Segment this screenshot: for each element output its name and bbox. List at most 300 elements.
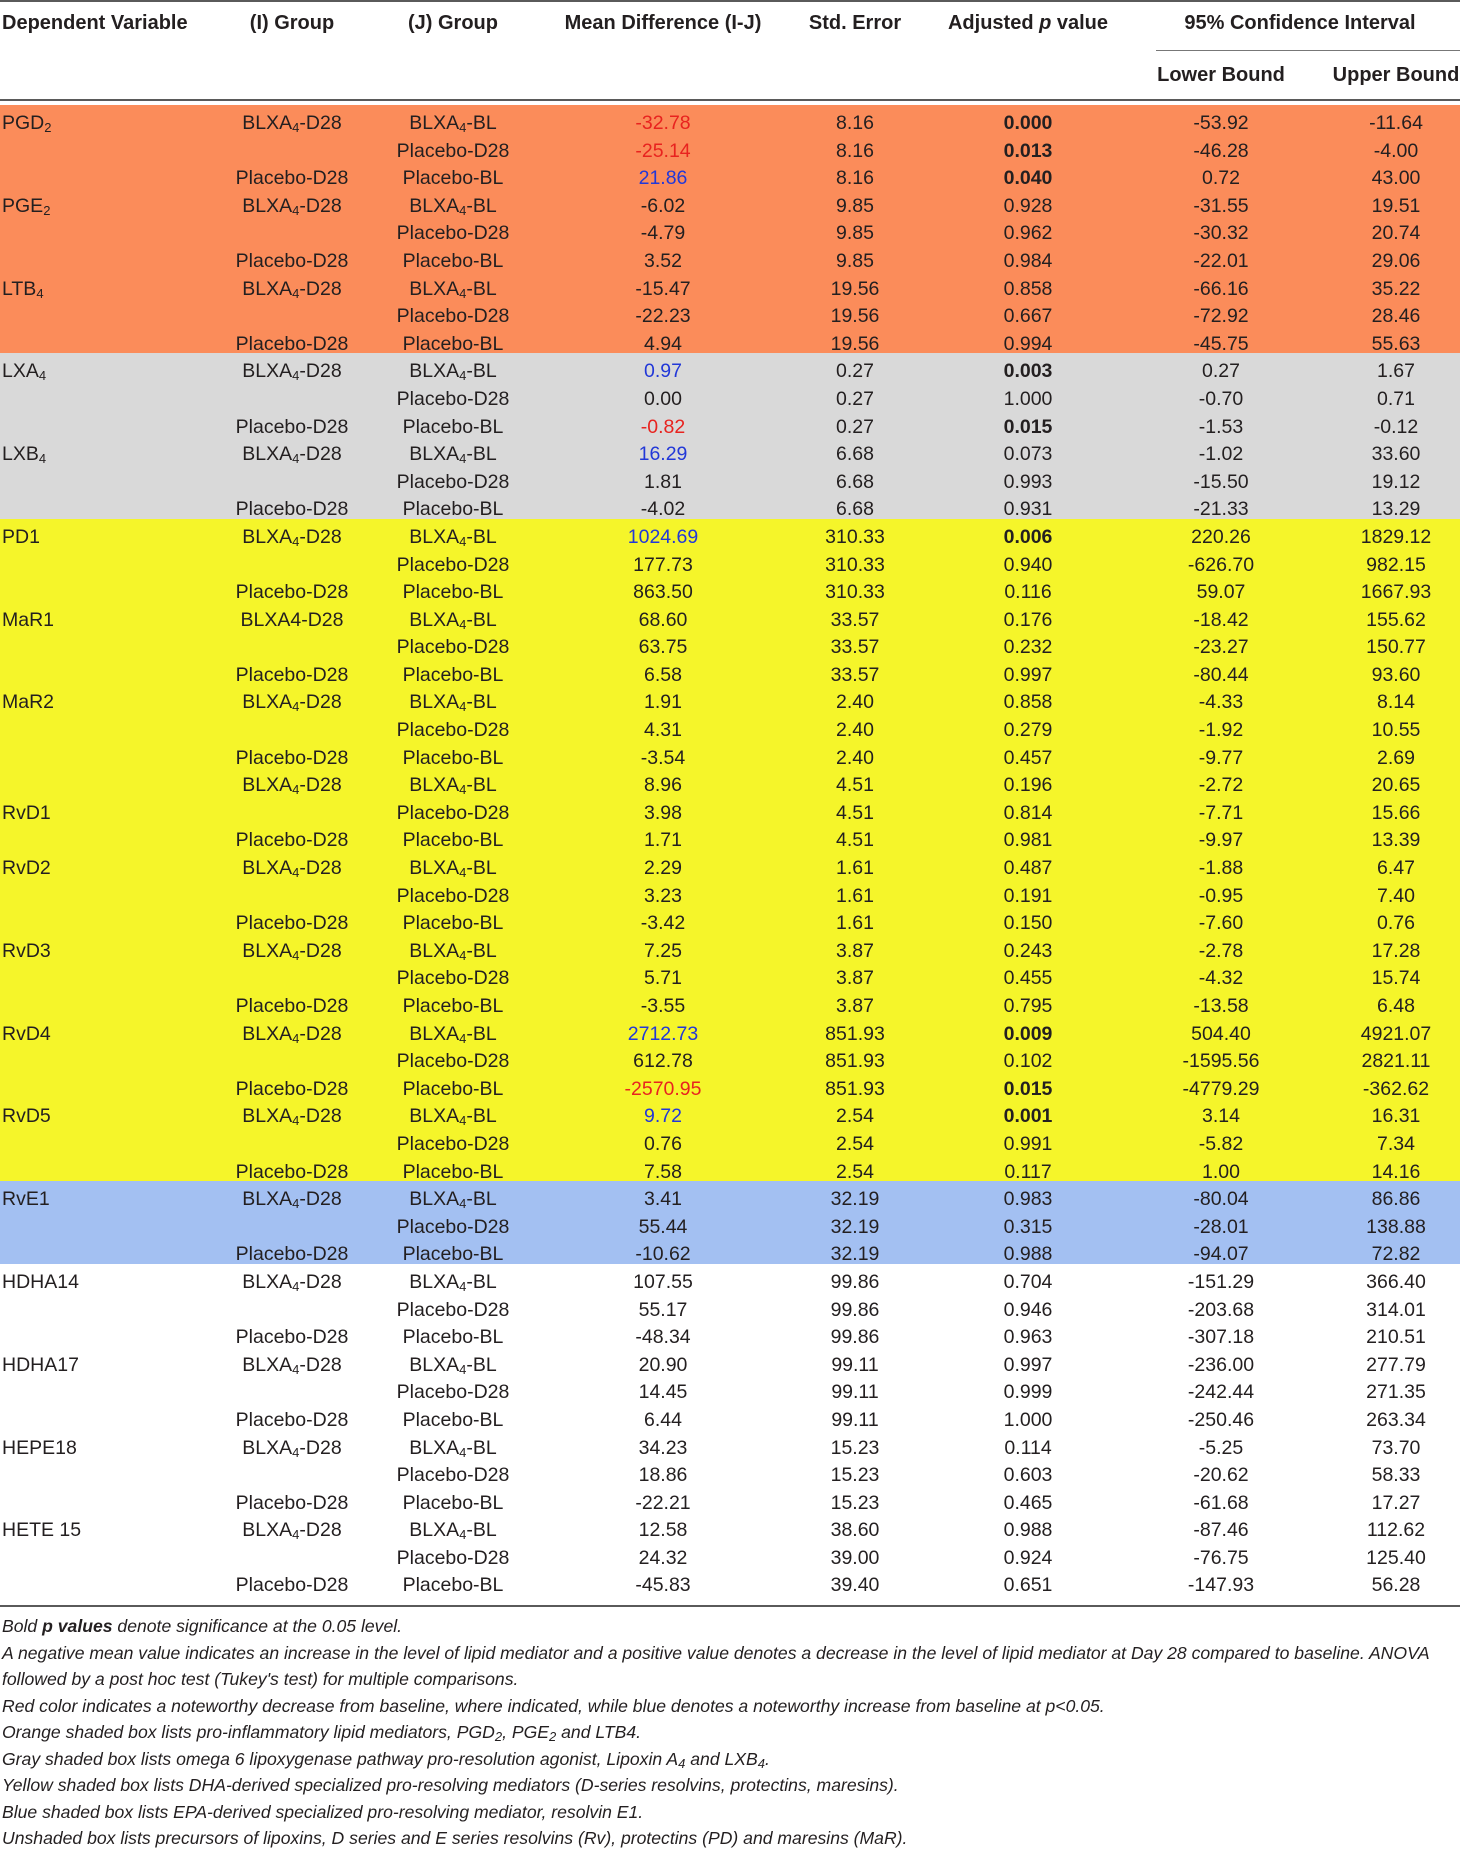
j-group-cell: Placebo-BL bbox=[402, 332, 504, 355]
header-lower-bound: Lower Bound bbox=[1157, 64, 1285, 86]
j-group-cell: $BLXA_4-BL$ bbox=[409, 1353, 497, 1377]
upper-bound-cell: 4921.07 bbox=[1360, 1022, 1432, 1045]
mean-difference-cell: 0.76 bbox=[644, 1132, 682, 1155]
mean-difference-cell: -3.42 bbox=[640, 912, 686, 935]
i-group-cell: Placebo-D28 bbox=[235, 1326, 349, 1349]
lower-bound-cell: -22.01 bbox=[1193, 249, 1249, 272]
i-group-cell: Placebo-D28 bbox=[235, 332, 349, 355]
ci-rule bbox=[1156, 50, 1460, 51]
j-group-cell: Placebo-D28 bbox=[396, 387, 510, 410]
j-group-cell: Placebo-D28 bbox=[396, 1464, 510, 1487]
j-group-cell: $BLXA_4-BL$ bbox=[409, 1022, 497, 1046]
std-error-cell: 8.16 bbox=[836, 112, 874, 134]
std-error-cell: 3.87 bbox=[836, 939, 874, 962]
j-group-cell: Placebo-BL bbox=[402, 995, 504, 1017]
table-row bbox=[0, 1436, 1460, 1464]
upper-bound-cell: 1829.12 bbox=[1360, 525, 1432, 548]
lower-bound-cell: -626.70 bbox=[1187, 553, 1255, 576]
mean-difference-cell: 1.71 bbox=[644, 829, 682, 852]
upper-bound-cell: 1667.93 bbox=[1360, 581, 1432, 604]
j-group-cell: Placebo-BL bbox=[402, 1160, 504, 1183]
mean-difference-cell: -3.54 bbox=[640, 746, 686, 769]
header-adjusted-p bbox=[948, 12, 1108, 35]
j-group-cell: Placebo-BL bbox=[402, 1326, 504, 1349]
table-row bbox=[0, 1546, 1460, 1574]
dependent-variable-cell: HDHA14 bbox=[2, 1270, 79, 1293]
std-error-cell: 4.51 bbox=[836, 829, 874, 852]
table-row bbox=[0, 939, 1460, 967]
std-error-cell: 310.33 bbox=[825, 525, 885, 548]
lower-bound-cell: -250.46 bbox=[1187, 1408, 1255, 1431]
mean-difference-cell: 12.58 bbox=[638, 1519, 688, 1542]
lower-bound-cell: -30.32 bbox=[1193, 222, 1249, 245]
p-value-cell: 0.603 bbox=[1003, 1464, 1053, 1487]
dependent-variable-cell: RvE1 bbox=[2, 1188, 50, 1211]
std-error-cell: 2.40 bbox=[836, 691, 874, 714]
table-row bbox=[0, 1325, 1460, 1353]
j-group-cell: $BLXA_4-BL$ bbox=[409, 443, 497, 467]
mean-difference-cell: 612.78 bbox=[633, 1050, 693, 1073]
lower-bound-cell: -23.27 bbox=[1193, 636, 1249, 659]
table-row bbox=[0, 966, 1460, 994]
j-group-cell: $BLXA_4-BL$ bbox=[409, 608, 497, 632]
lower-bound-cell: -9.97 bbox=[1198, 829, 1244, 852]
mean-difference-cell: -0.82 bbox=[640, 415, 686, 438]
j-group-cell: Placebo-BL bbox=[402, 1574, 504, 1597]
upper-bound-cell: 13.29 bbox=[1371, 498, 1421, 521]
table-row bbox=[0, 332, 1460, 360]
p-value-cell: 0.000 bbox=[1003, 112, 1053, 134]
mean-difference-cell: 55.17 bbox=[638, 1298, 688, 1321]
lower-bound-cell: -203.68 bbox=[1187, 1298, 1255, 1321]
std-error-cell: 9.85 bbox=[836, 249, 874, 272]
upper-bound-cell: 7.34 bbox=[1377, 1132, 1415, 1155]
mean-difference-cell: 6.44 bbox=[644, 1408, 682, 1431]
table-row bbox=[0, 221, 1460, 249]
table-row bbox=[0, 1215, 1460, 1243]
table-row bbox=[0, 553, 1460, 581]
p-value-cell: 0.988 bbox=[1003, 1519, 1053, 1542]
lower-bound-cell: 3.14 bbox=[1202, 1105, 1240, 1128]
footnote: Bold p values denote significance at the 0.05 level. bbox=[2, 1616, 403, 1636]
i-group-cell: $BLXA_4-D28$ bbox=[242, 194, 342, 218]
mean-difference-cell: 68.60 bbox=[638, 608, 688, 631]
mean-difference-cell: 14.45 bbox=[638, 1381, 688, 1404]
upper-bound-cell: 56.28 bbox=[1371, 1574, 1421, 1597]
upper-bound-cell: 72.82 bbox=[1371, 1243, 1421, 1266]
upper-bound-cell: -4.00 bbox=[1373, 139, 1419, 162]
std-error-cell: 32.19 bbox=[830, 1215, 880, 1238]
i-group-cell: $BLXA_4-D28$ bbox=[242, 857, 342, 881]
lower-bound-cell: -80.04 bbox=[1193, 1188, 1249, 1211]
std-error-cell: 9.85 bbox=[836, 194, 874, 217]
upper-bound-cell: 35.22 bbox=[1371, 277, 1421, 300]
upper-bound-cell: 29.06 bbox=[1371, 249, 1421, 272]
i-group-cell: Placebo-D28 bbox=[235, 1243, 349, 1266]
dependent-variable-cell: RvD4 bbox=[2, 1022, 51, 1045]
p-value-cell: 0.487 bbox=[1003, 857, 1053, 880]
p-value-cell: 0.997 bbox=[1003, 663, 1053, 686]
table-row bbox=[0, 1353, 1460, 1381]
table-row bbox=[0, 884, 1460, 912]
p-value-cell: 0.981 bbox=[1003, 829, 1053, 852]
table-row bbox=[0, 1049, 1460, 1077]
i-group-cell: Placebo-D28 bbox=[235, 1160, 349, 1183]
table-row bbox=[0, 663, 1460, 691]
upper-bound-cell: 17.28 bbox=[1371, 939, 1421, 962]
mean-difference-cell: 4.94 bbox=[644, 332, 682, 355]
table-row bbox=[0, 1380, 1460, 1408]
lower-bound-cell: -4.32 bbox=[1198, 967, 1244, 990]
mean-difference-cell: -48.34 bbox=[635, 1326, 691, 1349]
lower-bound-cell: -7.60 bbox=[1198, 912, 1244, 935]
std-error-cell: 2.40 bbox=[836, 719, 874, 742]
upper-bound-cell: 210.51 bbox=[1366, 1326, 1426, 1349]
p-value-cell: 0.963 bbox=[1003, 1326, 1053, 1349]
lower-bound-cell: -151.29 bbox=[1187, 1270, 1255, 1293]
p-value-cell: 0.176 bbox=[1003, 608, 1053, 631]
j-group-cell: Placebo-D28 bbox=[396, 305, 510, 328]
upper-bound-cell: 8.14 bbox=[1377, 691, 1415, 714]
std-error-cell: 99.11 bbox=[831, 1408, 879, 1431]
j-group-cell: $BLXA_4-BL$ bbox=[409, 194, 497, 218]
lower-bound-cell: -236.00 bbox=[1187, 1353, 1255, 1376]
j-group-cell: $BLXA_4-BL$ bbox=[409, 774, 497, 798]
std-error-cell: 19.56 bbox=[830, 305, 880, 328]
std-error-cell: 33.57 bbox=[830, 608, 880, 631]
std-error-cell: 851.93 bbox=[825, 1077, 885, 1100]
std-error-cell: 32.19 bbox=[830, 1188, 880, 1211]
table-row bbox=[0, 635, 1460, 663]
std-error-cell: 99.86 bbox=[830, 1270, 880, 1293]
j-group-cell: $BLXA_4-BL$ bbox=[409, 277, 497, 301]
p-value-cell: 0.983 bbox=[1003, 1188, 1053, 1211]
upper-bound-cell: 2821.11 bbox=[1361, 1050, 1431, 1073]
mean-difference-cell: -32.78 bbox=[635, 112, 691, 134]
dependent-variable-cell: RvD5 bbox=[2, 1105, 51, 1128]
mean-difference-cell: -22.21 bbox=[635, 1491, 691, 1514]
p-value-cell: 0.940 bbox=[1003, 553, 1053, 576]
j-group-cell: Placebo-D28 bbox=[396, 967, 510, 990]
upper-bound-cell: 112.62 bbox=[1366, 1519, 1426, 1542]
table-row bbox=[0, 1077, 1460, 1105]
std-error-cell: 99.11 bbox=[831, 1381, 879, 1404]
lower-bound-cell: -45.75 bbox=[1193, 332, 1249, 355]
j-group-cell: $BLXA_4-BL$ bbox=[409, 1105, 497, 1129]
std-error-cell: 15.23 bbox=[830, 1464, 880, 1487]
i-group-cell: Placebo-D28 bbox=[235, 498, 349, 521]
std-error-cell: 310.33 bbox=[825, 581, 885, 604]
upper-bound-cell: 314.01 bbox=[1366, 1298, 1426, 1321]
j-group-cell: Placebo-BL bbox=[402, 167, 504, 190]
i-group-cell: $BLXA_4-D28$ bbox=[242, 1270, 342, 1294]
j-group-cell: $BLXA_4-BL$ bbox=[409, 112, 497, 135]
mean-difference-cell: -4.02 bbox=[640, 498, 686, 521]
i-group-cell: $BLXA_4-D28$ bbox=[242, 1436, 342, 1460]
j-group-cell: Placebo-BL bbox=[402, 581, 504, 604]
mean-difference-cell: 3.23 bbox=[644, 884, 682, 907]
lower-bound-cell: -66.16 bbox=[1193, 277, 1249, 300]
mean-difference-cell: 7.25 bbox=[644, 939, 682, 962]
j-group-cell: Placebo-D28 bbox=[396, 719, 510, 742]
table-footnotes bbox=[2, 1613, 1458, 1852]
dependent-variable-cell: $PGD_2$ bbox=[2, 112, 52, 135]
p-value-cell: 0.150 bbox=[1003, 912, 1053, 935]
upper-bound-cell: 7.40 bbox=[1377, 884, 1415, 907]
dependent-variable-cell: $PGE_2$ bbox=[2, 194, 51, 218]
table-row bbox=[0, 1160, 1460, 1188]
dependent-variable-cell: RvD3 bbox=[2, 939, 51, 962]
p-value-cell: 0.015 bbox=[1003, 1077, 1053, 1100]
lower-bound-cell: -147.93 bbox=[1187, 1574, 1255, 1597]
p-value-cell: 0.040 bbox=[1003, 167, 1053, 190]
footnote: Unshaded box lists precursors of lipoxins, D series and E series resolvins (Rv), protectins (PD) and maresins (MaR). bbox=[2, 1828, 908, 1848]
p-value-cell: 0.116 bbox=[1004, 581, 1052, 604]
std-error-cell: 39.40 bbox=[830, 1574, 880, 1597]
i-group-cell: $BLXA_4-D28$ bbox=[242, 1022, 342, 1046]
std-error-cell: 2.54 bbox=[836, 1105, 874, 1128]
mean-difference-cell: -25.14 bbox=[635, 139, 691, 162]
std-error-cell: 851.93 bbox=[825, 1022, 885, 1045]
std-error-cell: 19.56 bbox=[830, 332, 880, 355]
footnote: Gray shaded box lists omega 6 lipoxygenase pathway pro-resolution agonist, Lipoxin $A_4$ and $LXB_4$. bbox=[2, 1748, 770, 1771]
dependent-variable-cell: MaR1 bbox=[2, 608, 55, 631]
upper-bound-cell: 19.12 bbox=[1371, 470, 1421, 493]
top-rule bbox=[0, 0, 1460, 2]
mean-difference-cell: 2.29 bbox=[644, 857, 682, 880]
footnote: Yellow shaded box lists DHA-derived specialized pro-resolving mediators (D-series resolvins, protectins, maresins). bbox=[2, 1775, 899, 1795]
table-row bbox=[0, 139, 1460, 167]
table-row bbox=[0, 1491, 1460, 1519]
i-group-cell: Placebo-D28 bbox=[235, 1491, 349, 1514]
mean-difference-cell: 1.81 bbox=[644, 470, 682, 493]
std-error-cell: 15.23 bbox=[830, 1491, 880, 1514]
mean-difference-cell: 177.73 bbox=[633, 553, 693, 576]
std-error-cell: 99.86 bbox=[830, 1298, 880, 1321]
p-value-cell: 0.001 bbox=[1003, 1105, 1053, 1128]
lower-bound-cell: -1.53 bbox=[1198, 415, 1244, 438]
upper-bound-cell: 19.51 bbox=[1371, 194, 1421, 217]
std-error-cell: 8.16 bbox=[836, 167, 874, 190]
lower-bound-cell: -1.92 bbox=[1198, 719, 1244, 742]
mean-difference-cell: -6.02 bbox=[640, 194, 686, 217]
std-error-cell: 3.87 bbox=[836, 995, 874, 1017]
table-row bbox=[0, 194, 1460, 222]
table-row bbox=[0, 580, 1460, 608]
i-group-cell: $BLXA_4-D28$ bbox=[242, 112, 342, 135]
std-error-cell: 0.27 bbox=[836, 387, 874, 410]
upper-bound-cell: 43.00 bbox=[1371, 167, 1421, 190]
mean-difference-cell: 18.86 bbox=[638, 1464, 688, 1487]
table-row bbox=[0, 1298, 1460, 1326]
header-upper-bound: Upper Bound bbox=[1332, 64, 1460, 86]
i-group-cell: $BLXA_4-D28$ bbox=[242, 525, 342, 549]
mean-difference-cell: 3.52 bbox=[644, 249, 682, 272]
lower-bound-cell: 0.72 bbox=[1202, 167, 1240, 190]
p-value-cell: 0.457 bbox=[1003, 746, 1053, 769]
upper-bound-cell: 982.15 bbox=[1366, 553, 1426, 576]
dependent-variable-cell: HETE 15 bbox=[2, 1519, 82, 1542]
p-value-cell: 0.997 bbox=[1003, 1353, 1053, 1376]
j-group-cell: Placebo-D28 bbox=[396, 1381, 510, 1404]
lower-bound-cell: 59.07 bbox=[1196, 581, 1246, 604]
std-error-cell: 0.27 bbox=[836, 415, 874, 438]
table-row bbox=[0, 359, 1460, 387]
table-body bbox=[0, 111, 1460, 1601]
table-row bbox=[0, 1408, 1460, 1436]
std-error-cell: 6.68 bbox=[836, 443, 874, 466]
upper-bound-cell: 86.86 bbox=[1371, 1188, 1421, 1211]
std-error-cell: 38.60 bbox=[830, 1519, 880, 1542]
j-group-cell: Placebo-BL bbox=[402, 829, 504, 852]
lower-bound-cell: -4.33 bbox=[1198, 691, 1244, 714]
lower-bound-cell: -15.50 bbox=[1193, 470, 1249, 493]
i-group-cell: Placebo-D28 bbox=[235, 1077, 349, 1100]
i-group-cell: $BLXA_4-D28$ bbox=[242, 277, 342, 301]
j-group-cell: Placebo-BL bbox=[402, 1408, 504, 1431]
lower-bound-cell: -80.44 bbox=[1193, 663, 1249, 686]
mean-difference-cell: 24.32 bbox=[638, 1546, 688, 1569]
table-row bbox=[0, 525, 1460, 553]
i-group-cell: $BLXA_4-D28$ bbox=[242, 443, 342, 467]
j-group-cell: Placebo-BL bbox=[402, 1491, 504, 1514]
mean-difference-cell: -10.62 bbox=[635, 1243, 691, 1266]
lower-bound-cell: -18.42 bbox=[1193, 608, 1249, 631]
p-value-cell: 0.013 bbox=[1003, 139, 1053, 162]
mean-difference-cell: 55.44 bbox=[638, 1215, 688, 1238]
p-value-cell: 0.073 bbox=[1003, 443, 1053, 466]
std-error-cell: 2.54 bbox=[836, 1132, 874, 1155]
mean-difference-cell: -45.83 bbox=[635, 1574, 691, 1597]
lower-bound-cell: -28.01 bbox=[1193, 1215, 1249, 1238]
std-error-cell: 0.27 bbox=[836, 360, 874, 383]
table-row bbox=[0, 111, 1460, 139]
std-error-cell: 2.54 bbox=[836, 1160, 874, 1183]
table-row bbox=[0, 1022, 1460, 1050]
p-value-cell: 0.946 bbox=[1003, 1298, 1053, 1321]
table-row bbox=[0, 1463, 1460, 1491]
mean-difference-cell: -22.23 bbox=[635, 305, 691, 328]
i-group-cell: Placebo-D28 bbox=[235, 829, 349, 852]
upper-bound-cell: 16.31 bbox=[1371, 1105, 1421, 1128]
header-rule bbox=[0, 99, 1460, 101]
j-group-cell: $BLXA_4-BL$ bbox=[409, 939, 497, 963]
j-group-cell: $BLXA_4-BL$ bbox=[409, 1270, 497, 1294]
i-group-cell: Placebo-D28 bbox=[235, 746, 349, 769]
lower-bound-cell: -1.88 bbox=[1198, 857, 1244, 880]
j-group-cell: Placebo-BL bbox=[402, 1243, 504, 1266]
i-group-cell: BLXA4-D28 bbox=[240, 608, 344, 631]
lower-bound-cell: -2.78 bbox=[1198, 939, 1244, 962]
std-error-cell: 4.51 bbox=[836, 774, 874, 797]
std-error-cell: 310.33 bbox=[825, 553, 885, 576]
i-group-cell: Placebo-D28 bbox=[235, 663, 349, 686]
p-value-cell: 0.279 bbox=[1003, 719, 1053, 742]
footnote: Red color indicates a noteworthy decrease from baseline, where indicated, while blue denotes a noteworthy increase from baseline at p<0.05. bbox=[2, 1695, 1105, 1716]
upper-bound-cell: 93.60 bbox=[1371, 663, 1421, 686]
upper-bound-cell: 263.34 bbox=[1366, 1408, 1426, 1431]
upper-bound-cell: -362.62 bbox=[1362, 1077, 1430, 1100]
std-error-cell: 15.23 bbox=[830, 1436, 880, 1459]
p-value-cell: 0.191 bbox=[1003, 884, 1053, 907]
header-i-group: (I) Group bbox=[249, 12, 335, 34]
p-value-cell: 0.814 bbox=[1003, 801, 1053, 824]
j-group-cell: Placebo-D28 bbox=[396, 553, 510, 576]
upper-bound-cell: 58.33 bbox=[1371, 1464, 1421, 1487]
j-group-cell: Placebo-BL bbox=[402, 249, 504, 272]
mean-difference-cell: 5.71 bbox=[644, 967, 682, 990]
i-group-cell: $BLXA_4-D28$ bbox=[242, 774, 342, 798]
lower-bound-cell: -87.46 bbox=[1193, 1519, 1249, 1542]
header-mean-difference: Mean Difference (I-J) bbox=[564, 12, 762, 34]
dependent-variable-cell: PD1 bbox=[2, 525, 40, 548]
std-error-cell: 99.86 bbox=[830, 1326, 880, 1349]
mean-difference-cell: 1024.69 bbox=[627, 525, 699, 548]
p-value-cell: 1.000 bbox=[1003, 387, 1053, 410]
upper-bound-cell: 55.63 bbox=[1371, 332, 1421, 355]
mean-difference-cell: 0.97 bbox=[644, 360, 682, 383]
j-group-cell: Placebo-D28 bbox=[396, 801, 510, 824]
upper-bound-cell: -0.12 bbox=[1373, 415, 1419, 438]
p-value-cell: 0.795 bbox=[1003, 995, 1053, 1017]
p-value-cell: 0.009 bbox=[1003, 1022, 1053, 1045]
upper-bound-cell: 1.67 bbox=[1377, 360, 1415, 383]
j-group-cell: $BLXA_4-BL$ bbox=[409, 857, 497, 881]
p-value-cell: 0.315 bbox=[1003, 1215, 1053, 1238]
mean-difference-cell: 8.96 bbox=[644, 774, 682, 797]
upper-bound-cell: 33.60 bbox=[1371, 443, 1421, 466]
table-row bbox=[0, 497, 1460, 525]
mean-difference-cell: 20.90 bbox=[638, 1353, 688, 1376]
mean-difference-cell: 7.58 bbox=[644, 1160, 682, 1183]
lower-bound-cell: -5.25 bbox=[1198, 1436, 1244, 1459]
upper-bound-cell: 73.70 bbox=[1371, 1436, 1421, 1459]
upper-bound-cell: 366.40 bbox=[1366, 1270, 1426, 1293]
i-group-cell: $BLXA_4-D28$ bbox=[242, 939, 342, 963]
p-value-cell: 0.704 bbox=[1003, 1270, 1053, 1293]
i-group-cell: Placebo-D28 bbox=[235, 249, 349, 272]
table-row bbox=[0, 304, 1460, 332]
p-value-cell: 0.102 bbox=[1003, 1050, 1053, 1073]
mean-difference-cell: -15.47 bbox=[635, 277, 691, 300]
table-row bbox=[0, 442, 1460, 470]
std-error-cell: 1.61 bbox=[836, 884, 874, 907]
p-value-cell: 0.999 bbox=[1003, 1381, 1053, 1404]
dependent-variable-cell: HEPE18 bbox=[2, 1436, 77, 1459]
table-row bbox=[0, 387, 1460, 415]
p-value-cell: 0.003 bbox=[1003, 360, 1053, 383]
table-row bbox=[0, 773, 1460, 801]
i-group-cell: Placebo-D28 bbox=[235, 1408, 349, 1431]
mean-difference-cell: 6.58 bbox=[644, 663, 682, 686]
std-error-cell: 1.61 bbox=[836, 857, 874, 880]
header-adjusted-p-italic: p bbox=[1039, 12, 1052, 34]
p-value-cell: 0.117 bbox=[1004, 1160, 1052, 1183]
table-row bbox=[0, 718, 1460, 746]
std-error-cell: 33.57 bbox=[830, 636, 880, 659]
lower-bound-cell: 504.40 bbox=[1191, 1022, 1251, 1045]
lower-bound-cell: -21.33 bbox=[1193, 498, 1249, 521]
mean-difference-cell: 63.75 bbox=[638, 636, 688, 659]
table-header bbox=[0, 0, 1460, 100]
std-error-cell: 4.51 bbox=[836, 801, 874, 824]
footnote: Blue shaded box lists EPA-derived specialized pro-resolving mediator, resolvin E1. bbox=[2, 1801, 644, 1822]
lower-bound-cell: -307.18 bbox=[1187, 1326, 1255, 1349]
upper-bound-cell: 17.27 bbox=[1371, 1491, 1421, 1514]
header-j-group: (J) Group bbox=[408, 12, 498, 34]
p-value-cell: 1.000 bbox=[1003, 1408, 1053, 1431]
lower-bound-cell: -5.82 bbox=[1198, 1132, 1244, 1155]
